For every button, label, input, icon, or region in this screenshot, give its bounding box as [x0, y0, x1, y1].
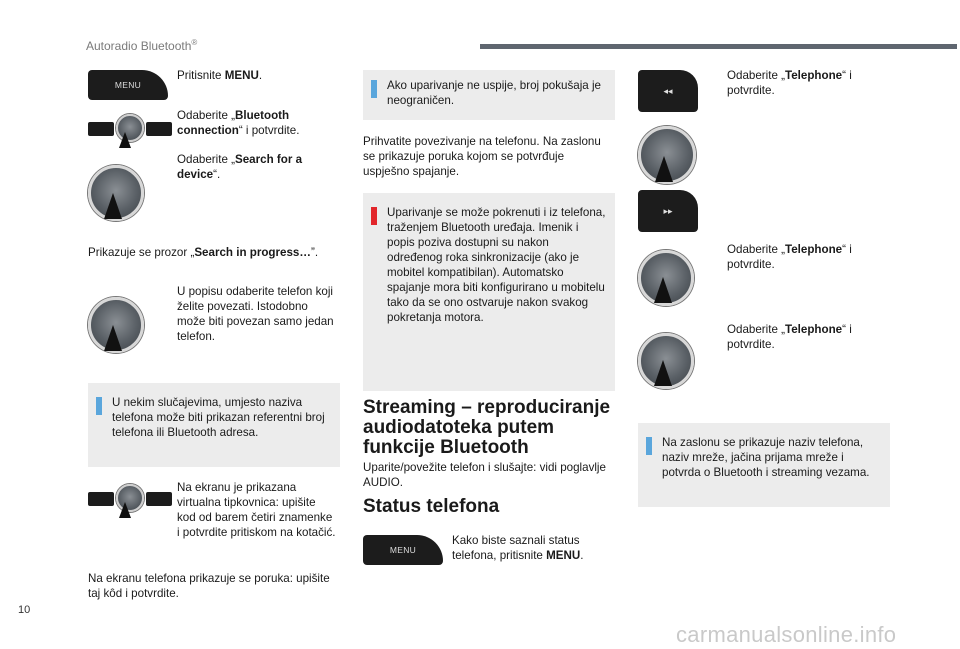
info-note: Na zaslonu se prikazuje naziv telefona, naziv mreže, jačina prijama mreže i potvrda o Bluetooth i streaming vezama.: [638, 423, 890, 507]
step-select-telephone-3: Odaberite „Telephone“ i potvrdite.: [727, 323, 852, 351]
watermark: carmanualsonline.info: [676, 622, 897, 647]
menu-key-icon: MENU: [363, 535, 443, 565]
info-bar-icon: [371, 80, 377, 98]
rewind-button-icon: [88, 122, 114, 136]
step-select-telephone-1: Odaberite „Telephone“ i potvrdite.: [727, 69, 852, 97]
push-arrow-icon: [104, 193, 122, 219]
phone-message-text: Na ekranu telefona prikazuje se poruka: upišite taj kôd i potvrdite.: [88, 572, 330, 600]
push-arrow-icon: [655, 156, 673, 182]
info-bar-icon: [96, 397, 102, 415]
step-virtual-keyboard: Na ekranu je prikazana virtualna tipkovnica: upišite kod od barem četiri znamenke i potvrdite pritiskom na kotačić.: [177, 481, 336, 539]
rewind-key-icon: ◂◂: [638, 70, 698, 112]
step-select-telephone-2: Odaberite „Telephone“ i potvrdite.: [727, 243, 852, 271]
accept-connection-text: Prihvatite povezivanje na telefonu. Na zaslonu se prikazuje poruka kojom se potvrđuje uspješno spajanje.: [363, 135, 601, 178]
page-header-title: Autoradio Bluetooth®: [86, 38, 198, 53]
search-in-progress-text: Prikazuje se prozor „Search in progress…”.: [88, 246, 319, 259]
push-arrow-icon: [654, 277, 672, 303]
push-arrow-icon: [654, 360, 672, 386]
step-select-bluetooth-connection: Odaberite „Bluetooth connection“ i potvrdite.: [177, 109, 300, 137]
streaming-text: Uparite/povežite telefon i slušajte: vidi poglavlje AUDIO.: [363, 461, 606, 489]
menu-key-icon: MENU: [88, 70, 168, 100]
phone-status-text: Kako biste saznali status telefona, pritisnite MENU.: [452, 534, 584, 562]
rewind-button-icon: [88, 492, 114, 506]
warning-note: Uparivanje se može pokrenuti i iz telefona, traženjem Bluetooth uređaja. Imenik i popis poziva dostupni su nakon određenog roka sinkronizacije (ako je mobitel kompatibilan). Automatsko spajanje mora biti konfigurirano u mobitelu tako da se ono ostvaruje nakon svakog pokretanja motora.: [363, 193, 615, 391]
step-select-phone: U popisu odaberite telefon koji želite povezati. Istodobno može biti povezan samo jedan telefon.: [177, 285, 334, 343]
step-search-device: Odaberite „Search for a device“.: [177, 153, 303, 181]
push-arrow-icon: [119, 132, 131, 148]
warning-bar-icon: [371, 207, 377, 225]
step-press-menu: Pritisnite MENU.: [177, 69, 263, 82]
forward-key-icon: ▸▸: [638, 190, 698, 232]
info-bar-icon: [646, 437, 652, 455]
push-arrow-icon: [104, 325, 122, 351]
push-arrow-icon: [119, 502, 131, 518]
forward-button-icon: [146, 122, 172, 136]
header-bar: [480, 44, 957, 49]
section-heading-streaming: Streaming – reproduciranje audiodatoteka putem funkcije Bluetooth: [363, 397, 611, 458]
info-note: U nekim slučajevima, umjesto naziva telefona može biti prikazan referentni broj telefona ili Bluetooth adresa.: [88, 383, 340, 467]
page-number: 10: [18, 604, 31, 616]
forward-button-icon: [146, 492, 172, 506]
info-note: Ako uparivanje ne uspije, broj pokušaja je neograničen.: [363, 70, 615, 120]
section-heading-phone-status: Status telefona: [363, 496, 500, 517]
